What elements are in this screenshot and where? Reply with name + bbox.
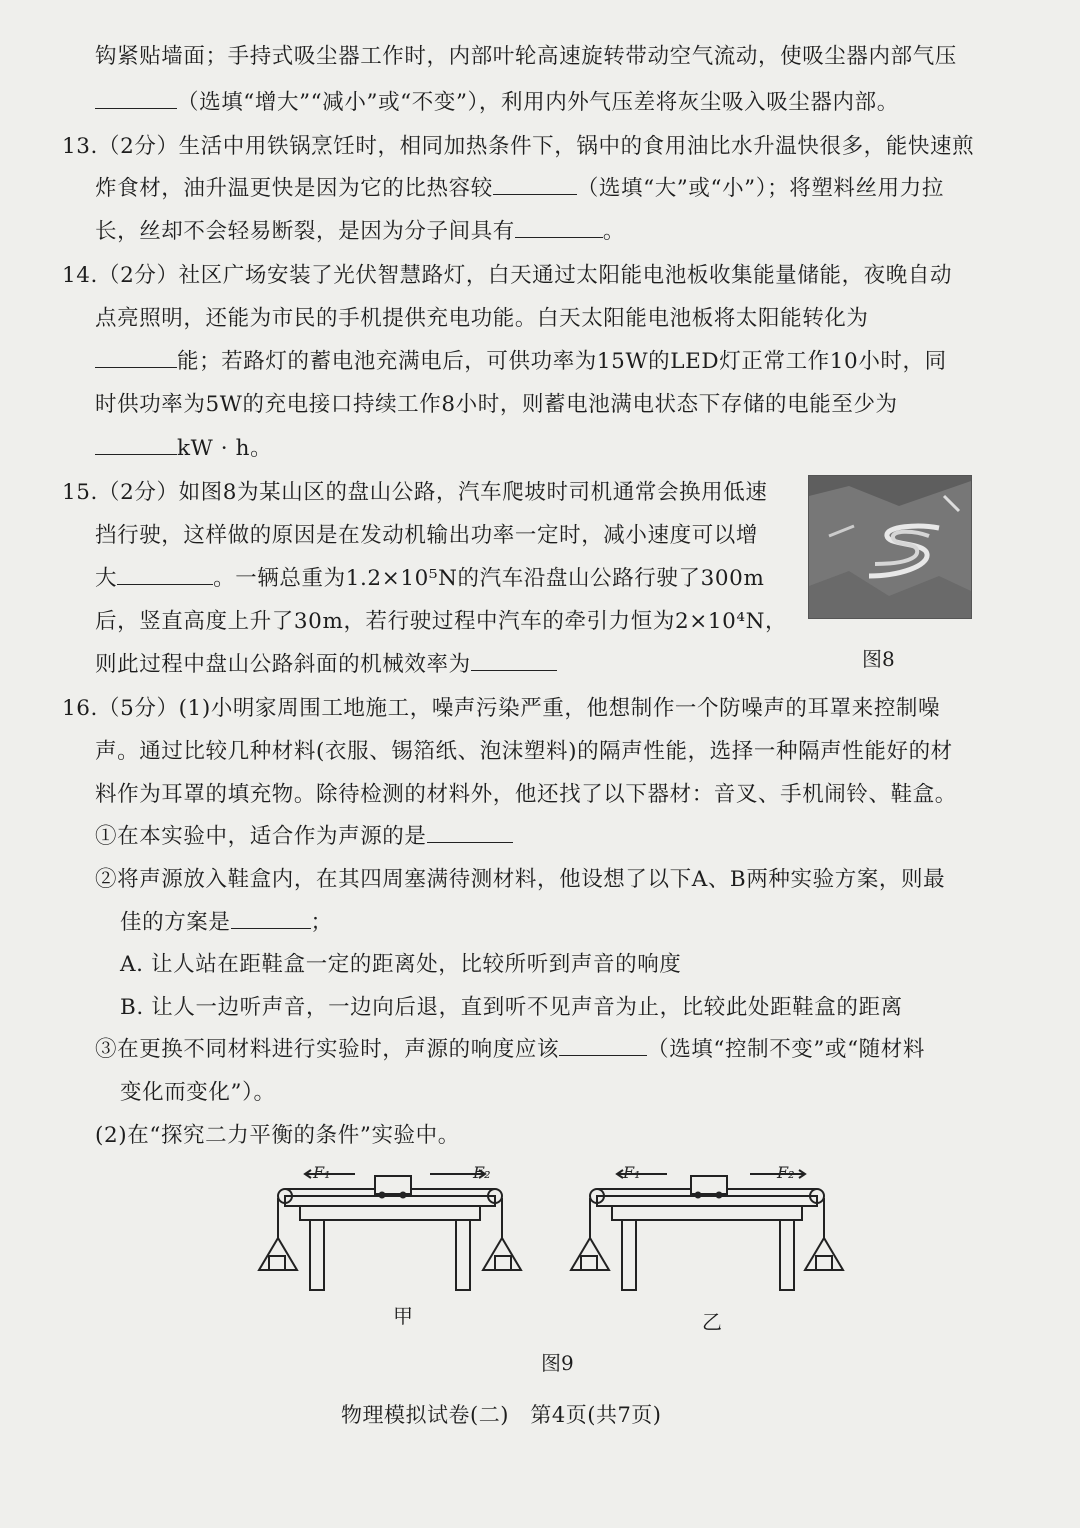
figure-9-left-label: 甲 xyxy=(393,1304,413,1328)
text-span: ③在更换不同材料进行实验时，声源的响度应该 xyxy=(95,1037,560,1062)
text-span: （选填“大”或“小”）；将塑料丝用力拉 xyxy=(576,176,944,201)
text-span: （选填“控制不变”或“随材料 xyxy=(647,1037,925,1062)
option-a: A. 让人站在距鞋盒一定的距离处，比较所听到声音的响度 xyxy=(120,952,682,977)
answer-blank[interactable] xyxy=(471,650,557,671)
force-label-f1-left: F₁ xyxy=(313,1163,331,1182)
text-line: 点亮照明，还能为市民的手机提供充电功能。白天太阳能电池板将太阳能转化为 xyxy=(95,306,869,331)
text-line xyxy=(95,819,513,850)
question-13-line: 13.（2分）生活中用铁锅烹饪时，相同加热条件下，锅中的食用油比水升温快很多，能快速煎 xyxy=(62,134,975,159)
figure-8-caption: 图8 xyxy=(862,647,895,671)
force-label-f2-left: F₂ xyxy=(473,1163,491,1182)
page-footer: 物理模拟试卷(二) 第4页(共7页) xyxy=(341,1403,662,1427)
text-line xyxy=(95,344,947,375)
text-line xyxy=(95,214,625,245)
option-b: B. 让人一边听声音，一边向后退，直到听不见声音为止，比较此处距鞋盒的距离 xyxy=(120,995,903,1020)
apparatus-left xyxy=(259,1170,521,1290)
answer-blank[interactable] xyxy=(95,88,177,109)
figure-9-diagram xyxy=(255,1158,865,1293)
answer-blank[interactable] xyxy=(95,347,177,368)
force-label-f2-right: F₂ xyxy=(777,1163,795,1182)
apparatus-right xyxy=(571,1170,843,1290)
answer-blank[interactable] xyxy=(427,822,513,843)
answer-blank[interactable] xyxy=(231,908,311,929)
text-line xyxy=(95,431,272,462)
answer-blank[interactable] xyxy=(95,434,177,455)
text-line xyxy=(95,171,944,202)
text-span: ①在本实验中，适合作为声源的是 xyxy=(95,824,427,849)
text-line xyxy=(95,647,557,678)
text-span: 能；若路灯的蓄电池充满电后，可供功率为15W的LED灯正常工作10小时，同 xyxy=(177,349,947,374)
text-span: 长，丝却不会轻易断裂，是因为分子间具有 xyxy=(95,219,515,244)
figure-9-right-label: 乙 xyxy=(702,1310,722,1334)
text-span: 大 xyxy=(95,566,118,591)
figure-9-caption: 图9 xyxy=(541,1351,574,1375)
answer-blank[interactable] xyxy=(559,1035,647,1056)
question-15-line: 15.（2分）如图8为某山区的盘山公路，汽车爬坡时司机通常会换用低速 xyxy=(62,480,768,505)
text-span: 。一辆总重为1.2×10⁵N的汽车沿盘山公路行驶了300m xyxy=(213,566,765,591)
text-span: 佳的方案是 xyxy=(120,910,231,935)
text-span: （选填“增大”“减小”或“不变”），利用内外气压差将灰尘吸入吸尘器内部。 xyxy=(177,90,899,115)
text-line: 钩紧贴墙面；手持式吸尘器工作时，内部叶轮高速旋转带动空气流动，使吸尘器内部气压 xyxy=(95,44,957,69)
text-line: (2)在“探究二力平衡的条件”实验中。 xyxy=(95,1123,460,1148)
text-line: ②将声源放入鞋盒内，在其四周塞满待测材料，他设想了以下A、B两种实验方案，则最 xyxy=(95,867,946,892)
text-span: 。 xyxy=(602,219,626,244)
text-line xyxy=(95,1032,925,1063)
question-16-line: 16.（5分）(1)小明家周围工地施工，噪声污染严重，他想制作一个防噪声的耳罩来控制噪 xyxy=(62,696,941,721)
text-line: 挡行驶，这样做的原因是在发动机输出功率一定时，减小速度可以增 xyxy=(95,523,759,548)
text-line: 时供功率为5W的充电接口持续工作8小时，则蓄电池满电状态下存储的电能至少为 xyxy=(95,392,898,417)
answer-blank[interactable] xyxy=(515,217,603,238)
question-14-line: 14.（2分）社区广场安装了光伏智慧路灯，白天通过太阳能电池板收集能量储能，夜晚自动 xyxy=(62,263,953,288)
text-line xyxy=(95,85,899,116)
text-span: ； xyxy=(310,910,333,935)
text-line xyxy=(120,905,333,936)
text-line: 声。通过比较几种材料(衣服、锡箔纸、泡沫塑料)的隔声性能，选择一种隔声性能好的材 xyxy=(95,739,953,764)
mountain-road-photo xyxy=(808,475,972,619)
text-span: 炸食材，油升温更快是因为它的比热容较 xyxy=(95,176,493,201)
winding-road-image xyxy=(809,476,971,618)
text-span: 则此过程中盘山公路斜面的机械效率为 xyxy=(95,652,471,677)
text-span: kW · h。 xyxy=(177,436,273,461)
answer-blank[interactable] xyxy=(493,174,577,195)
text-line: 料作为耳罩的填充物。除待检测的材料外，他还找了以下器材：音叉、手机闹铃、鞋盒。 xyxy=(95,782,957,807)
answer-blank[interactable] xyxy=(117,564,213,585)
text-line: 变化而变化”）。 xyxy=(120,1080,276,1105)
text-line: 后，竖直高度上升了30m，若行驶过程中汽车的牵引力恒为2×10⁴N， xyxy=(95,609,788,634)
force-label-f1-right: F₁ xyxy=(623,1163,641,1182)
text-line xyxy=(95,561,764,592)
